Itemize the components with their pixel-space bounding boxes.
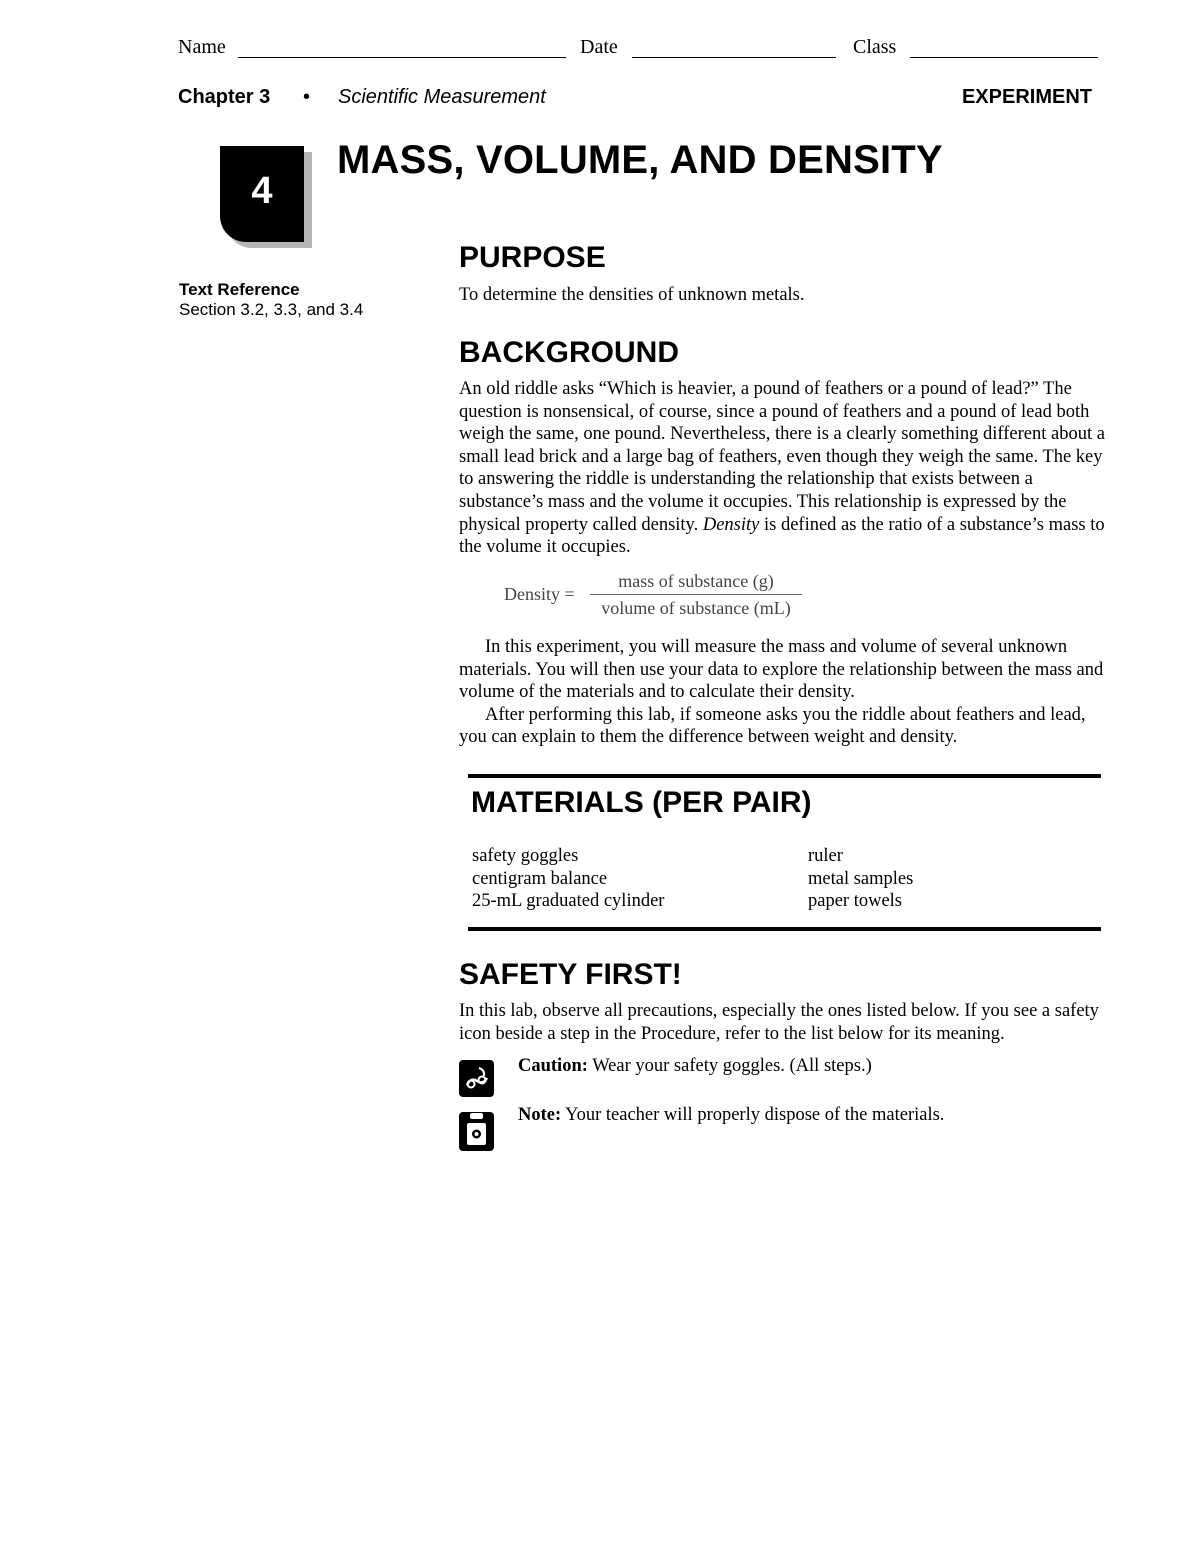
background-text-b: is defined as the ratio of a substance’s mass to the volume it occupies. — [459, 514, 1105, 558]
name-label: Name — [178, 36, 226, 58]
experiment-label: EXPERIMENT — [961, 86, 1092, 108]
class-label: Class — [853, 36, 897, 58]
materials-heading: MATERIALS (PER PAIR) — [471, 786, 812, 819]
class-field[interactable] — [910, 57, 1098, 58]
background-paragraph-1 — [459, 378, 1109, 559]
safety-intro: In this lab, observe all precautions, especially the ones listed below. If you see a safety icon beside a step in the Procedure, refer to the list below for its meaning. — [459, 1001, 1099, 1044]
formula-fraction — [590, 568, 802, 621]
text-reference-value: Section 3.2, 3.3, and 3.4 — [179, 300, 364, 319]
disposal-icon — [459, 1112, 494, 1151]
safety-goggles-icon — [459, 1060, 494, 1097]
formula-denominator: volume of substance (mL) — [601, 598, 791, 618]
chapter-label: Chapter 3 — [178, 86, 271, 108]
text-reference-heading: Text Reference — [179, 280, 300, 299]
date-label: Date — [580, 36, 618, 58]
safety-item-label: Note: — [518, 1105, 562, 1125]
materials-top-rule — [468, 774, 1101, 778]
materials-bottom-rule — [468, 927, 1101, 931]
safety-item-caution — [518, 1055, 872, 1078]
materials-item: paper towels — [808, 891, 903, 912]
safety-heading: SAFETY FIRST! — [459, 958, 682, 991]
background-paragraph-2: In this experiment, you will measure the mass and volume of several unknown materials. You will then use your data to explore the relationship between the mass and volume of the materials and to calculate their density. — [459, 637, 1104, 703]
formula-numerator: mass of substance (g) — [618, 571, 774, 591]
date-field[interactable] — [632, 57, 836, 58]
background-heading: BACKGROUND — [459, 336, 679, 369]
safety-item-label: Caution: — [518, 1056, 588, 1076]
safety-item-text: Wear your safety goggles. (All steps.) — [587, 1056, 872, 1076]
page-title: MASS, VOLUME, AND DENSITY — [337, 138, 943, 182]
materials-item: 25-mL graduated cylinder — [472, 891, 665, 912]
purpose-text: To determine the densities of unknown metals. — [459, 285, 805, 305]
density-term: Density — [702, 514, 760, 535]
background-text-a: An old riddle asks “Which is heavier, a pound of feathers or a pound of lead?” The question is nonsensical, of course, since a pound of feathers and a pound of lead both weigh the same, one pound. Nevertheless, there is a clearly something different about a small lead brick and a large bag of feathers, even though they weigh the same. The key to answering the riddle is understanding the relationship that exists between a substance’s mass and the volume it occupies. This relationship is expressed by the physical property called density. — [459, 379, 1105, 535]
name-field[interactable] — [238, 57, 566, 58]
formula-lhs: Density = — [504, 584, 575, 604]
chapter-subtitle: Scientific Measurement — [338, 86, 546, 108]
safety-item-text: Your teacher will properly dispose of the materials. — [561, 1105, 945, 1125]
materials-right-list — [808, 845, 913, 913]
background-paragraphs-2 — [459, 636, 1109, 749]
materials-item: ruler — [808, 846, 843, 866]
materials-item: metal samples — [808, 868, 914, 889]
background-paragraph-3: After performing this lab, if someone asks you the riddle about feathers and lead, you can explain to them the difference between weight and density. — [459, 704, 1086, 748]
purpose-heading: PURPOSE — [459, 241, 606, 274]
materials-item: safety goggles — [472, 846, 579, 866]
materials-left-list — [472, 845, 664, 913]
materials-item: centigram balance — [472, 868, 608, 889]
chapter-bullet: • — [303, 86, 311, 108]
safety-item-note — [518, 1104, 944, 1127]
experiment-number: 4 — [220, 146, 304, 242]
